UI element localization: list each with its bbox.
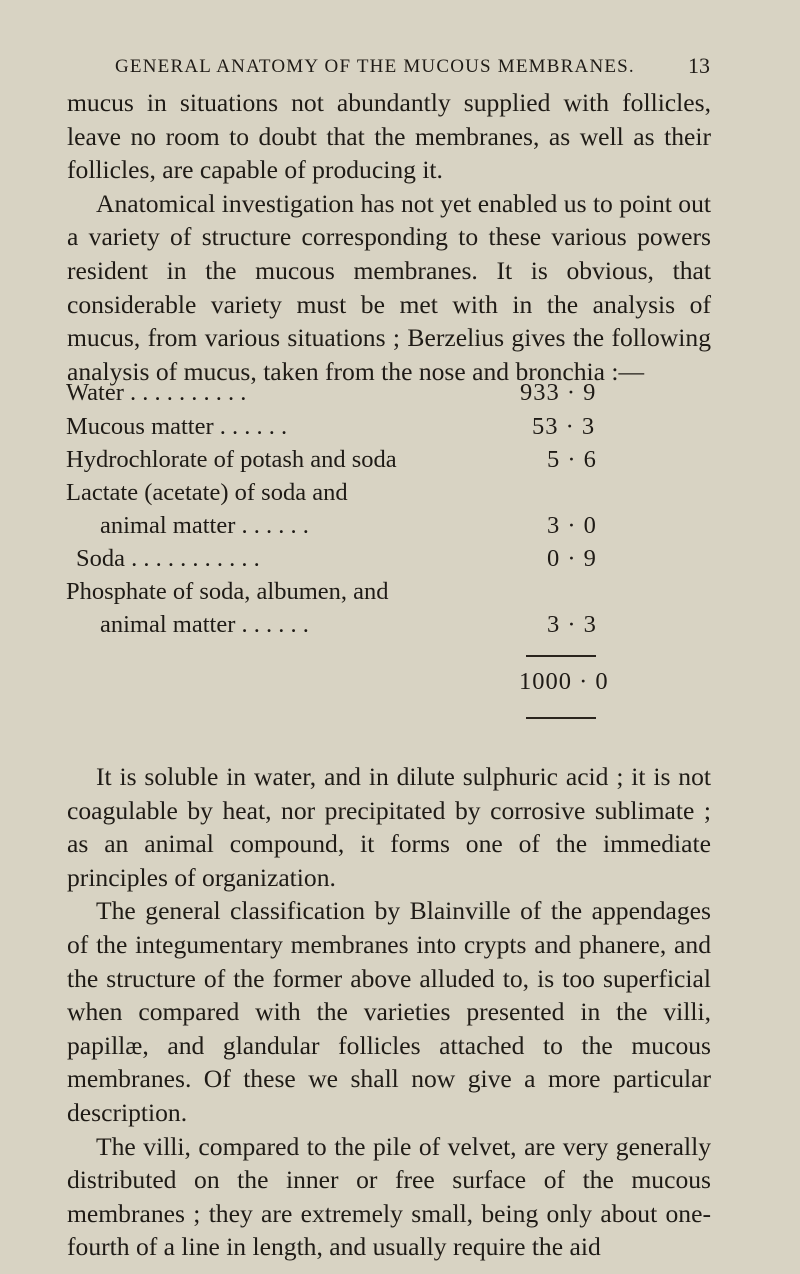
paragraph-solubility: It is soluble in water, and in dilute sulphuric acid ; it is not coagulable by heat, nor precipitated by corrosive sublimate ; as an animal compound, it forms one of the immediate principles of organization. <box>67 762 711 892</box>
running-title: GENERAL ANATOMY OF THE MUCOUS MEMBRANES. <box>115 56 635 77</box>
table-row <box>66 545 626 579</box>
table-total: 1000 · 0 <box>519 668 609 695</box>
table-row <box>66 413 626 447</box>
text-block-top <box>67 86 711 388</box>
table-row <box>66 611 626 645</box>
row-value: 3 · 0 <box>547 512 597 539</box>
table-row <box>66 479 626 513</box>
row-value: 933 · 9 <box>520 379 597 406</box>
row-label: Water . . . . . . . . . . <box>66 379 247 406</box>
paragraph-anatomical-investigation: Anatomical investigation has not yet enabled us to point out a variety of structure corresponding to these various powers resident in the mucous membranes. It is obvious, that considerable variety must be met with in the analysis of mucus, from various situations ; Berzelius gives the following analysis of mucus, taken from the nose and bronchia :— <box>67 188 711 386</box>
table-total-row <box>66 668 626 702</box>
table-row <box>66 512 626 546</box>
running-header <box>115 53 710 86</box>
sum-rule-bottom <box>526 717 596 719</box>
row-label: animal matter . . . . . . <box>100 512 309 539</box>
row-label: Mucous matter . . . . . . <box>66 413 288 440</box>
table-row <box>66 578 626 612</box>
text-block-bottom <box>67 760 711 1264</box>
row-label: Phosphate of soda, albumen, and <box>66 578 389 605</box>
row-value: 3 · 3 <box>547 611 597 638</box>
row-label: Soda . . . . . . . . . . . <box>76 545 260 572</box>
row-label: Lactate (acetate) of soda and <box>66 479 348 506</box>
paragraph-villi: The villi, compared to the pile of velvet, are very generally distributed on the inner or free surface of the mucous membranes ; they are extremely small, being only about one-fourth of a line in length, and usually require the aid <box>67 1131 711 1262</box>
sum-rule-top <box>526 655 596 657</box>
row-value: 53 · 3 <box>532 413 596 440</box>
paragraph-classification: The general classification by Blainville of the appendages of the integumentary membranes into crypts and phanere, and the structure of the former above alluded to, is too superficial when compared with the varieties presented in the villi, papillæ, and glandular follicles attached to the mucous membranes. Of these we shall now give a more particular description. <box>67 896 711 1127</box>
row-value: 5 · 6 <box>547 446 597 473</box>
table-row <box>66 446 626 480</box>
row-label: Hydrochlorate of potash and soda <box>66 446 397 473</box>
table-row <box>66 379 626 413</box>
row-label: animal matter . . . . . . <box>100 611 309 638</box>
page-number: 13 <box>688 53 710 78</box>
row-value: 0 · 9 <box>547 545 597 572</box>
paragraph-continued: mucus in situations not abundantly supplied with follicles, leave no room to doubt that the membranes, as well as their follicles, are capable of producing it. <box>67 88 711 185</box>
